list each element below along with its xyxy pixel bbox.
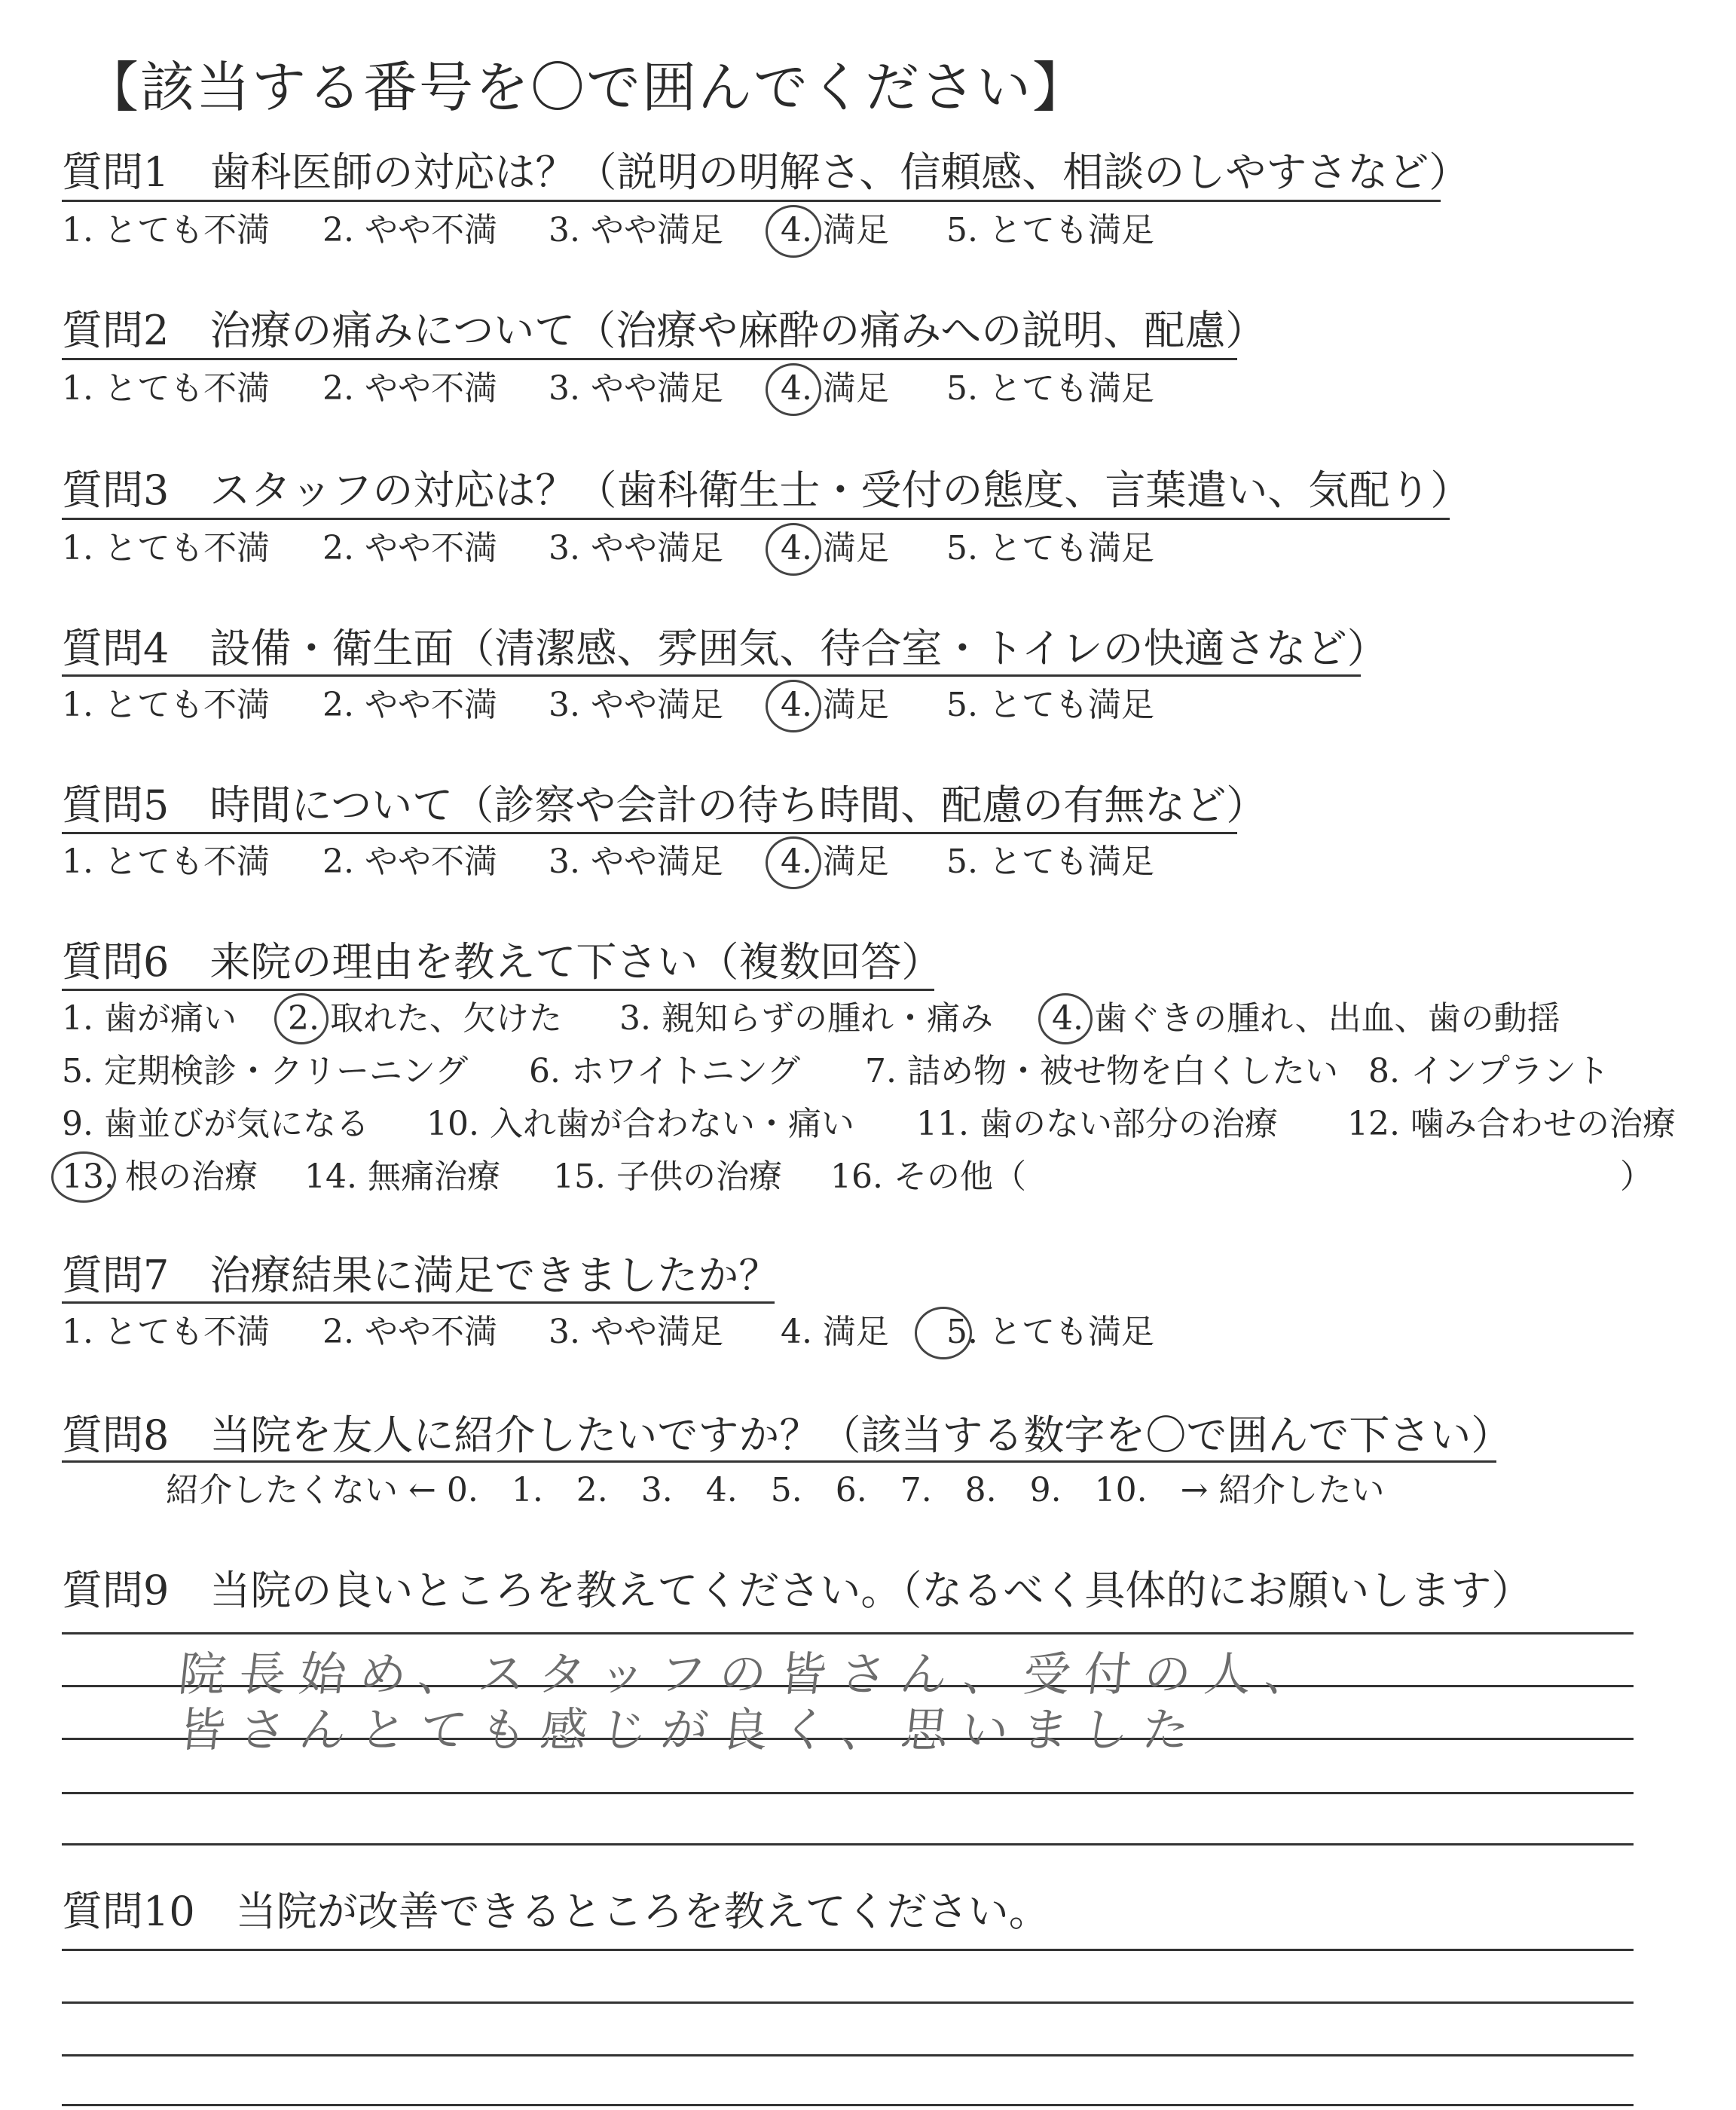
q4-option-4[interactable]: 4. 満足 — [781, 686, 889, 724]
q6-option-3[interactable]: 3. 親知らずの腫れ・痛み — [619, 999, 993, 1038]
question-7-underline — [62, 1301, 775, 1304]
q1-option-1[interactable]: 1. とても不満 — [62, 211, 270, 249]
q1-selection-circle — [766, 205, 821, 258]
q10-answer-line-2 — [62, 2001, 1634, 2004]
q3-selection-circle — [766, 523, 821, 576]
question-5-underline — [62, 832, 1237, 834]
q7-option-3[interactable]: 3. やや満足 — [549, 1313, 723, 1351]
question-8-underline — [62, 1460, 1496, 1463]
q5-option-4[interactable]: 4. 満足 — [781, 842, 889, 881]
q2-option-5[interactable]: 5. とても満足 — [946, 369, 1154, 408]
question-1-underline — [62, 200, 1441, 202]
q5-option-2[interactable]: 2. やや不満 — [322, 842, 497, 881]
q5-option-5[interactable]: 5. とても満足 — [946, 842, 1154, 881]
q5-option-1[interactable]: 1. とても不満 — [62, 842, 270, 881]
q6-other-close-paren: ） — [1620, 1157, 1653, 1196]
q2-option-4[interactable]: 4. 満足 — [781, 369, 889, 408]
question-3-title: 質問3 スタッフの対応は？（歯科衛生士・受付の態度、言葉遣い、気配り） — [62, 466, 1472, 514]
question-10-title: 質問10 当院が改善できるところを教えてください。 — [62, 1888, 1050, 1935]
question-4-title: 質問4 設備・衛生面（清潔感、雰囲気、待合室・トイレの快適さなど） — [62, 625, 1388, 672]
q4-option-1[interactable]: 1. とても不満 — [62, 686, 270, 724]
q6-option-7[interactable]: 7. 詰め物・被せ物を白くしたい — [865, 1052, 1338, 1090]
q4-option-2[interactable]: 2. やや不満 — [322, 686, 497, 724]
q7-option-4[interactable]: 4. 満足 — [781, 1313, 889, 1351]
q6-option-11[interactable]: 11. 歯のない部分の治療 — [916, 1105, 1278, 1143]
q6-option-9[interactable]: 9. 歯並びが気になる — [62, 1105, 369, 1143]
q9-handwritten-answer-2: 皆さんとても感じが良く、思いました — [176, 1702, 1206, 1757]
q4-selection-circle — [766, 680, 821, 732]
q6-option-6[interactable]: 6. ホワイトニング — [529, 1052, 801, 1090]
q1-option-4[interactable]: 4. 満足 — [781, 211, 889, 249]
question-9-title: 質問9 当院の良いところを教えてください。（なるべく具体的にお願いします） — [62, 1567, 1533, 1614]
q6-option-14[interactable]: 14. 無痛治療 — [304, 1157, 500, 1196]
q1-option-5[interactable]: 5. とても満足 — [946, 211, 1154, 249]
q9-handwritten-answer-1: 院長始め、スタッフの皆さん、受付の人、 — [176, 1647, 1328, 1702]
question-2-title: 質問2 治療の痛みについて（治療や麻酔の痛みへの説明、配慮） — [62, 307, 1267, 354]
q1-option-3[interactable]: 3. やや満足 — [549, 211, 723, 249]
q6-option-16[interactable]: 16. その他（ — [830, 1157, 1026, 1196]
q10-answer-line-3 — [62, 2054, 1634, 2056]
question-5-title: 質問5 時間について（診察や会計の待ち時間、配慮の有無など） — [62, 781, 1267, 829]
q9-answer-line-5 — [62, 1843, 1634, 1845]
q6-option-1[interactable]: 1. 歯が痛い — [62, 999, 237, 1038]
q3-option-3[interactable]: 3. やや満足 — [549, 529, 723, 567]
q10-answer-line-1 — [62, 1949, 1634, 1951]
q2-option-2[interactable]: 2. やや不満 — [322, 369, 497, 408]
q5-selection-circle — [766, 836, 821, 889]
q3-option-2[interactable]: 2. やや不満 — [322, 529, 497, 567]
q10-answer-line-4 — [62, 2104, 1634, 2106]
q9-answer-line-4 — [62, 1792, 1634, 1794]
q6-option-13[interactable]: 13. 根の治療 — [62, 1157, 258, 1196]
question-6-title: 質問6 来院の理由を教えて下さい（複数回答） — [62, 938, 943, 986]
question-8-title: 質問8 当院を友人に紹介したいですか？（該当する数字を〇で囲んで下さい） — [62, 1411, 1512, 1459]
q6-option-4[interactable]: 4. 歯ぐきの腫れ、出血、歯の動揺 — [1052, 999, 1560, 1038]
q7-option-5[interactable]: 5. とても満足 — [946, 1313, 1154, 1351]
q6-selection-circle-4 — [1038, 993, 1093, 1044]
q3-option-1[interactable]: 1. とても不満 — [62, 529, 270, 567]
q6-option-5[interactable]: 5. 定期検診・クリーニング — [62, 1052, 469, 1090]
q6-option-15[interactable]: 15. 子供の治療 — [553, 1157, 782, 1196]
q2-selection-circle — [766, 363, 821, 416]
q6-option-12[interactable]: 12. 噛み合わせの治療 — [1347, 1105, 1676, 1143]
q4-option-3[interactable]: 3. やや満足 — [549, 686, 723, 724]
q1-option-2[interactable]: 2. やや不満 — [322, 211, 497, 249]
q6-option-8[interactable]: 8. インプラント — [1368, 1052, 1609, 1090]
question-1-title: 質問1 歯科医師の対応は？（説明の明解さ、信頼感、相談のしやすさなど） — [62, 148, 1470, 196]
question-8-scale: 紹介したくない ← 0. 1. 2. 3. 4. 5. 6. 7. 8. 9. 10. → 紹介したい — [166, 1471, 1385, 1509]
q5-option-3[interactable]: 3. やや満足 — [549, 842, 723, 881]
q2-option-1[interactable]: 1. とても不満 — [62, 369, 270, 408]
q6-selection-circle-2 — [274, 993, 329, 1044]
q3-option-4[interactable]: 4. 満足 — [781, 529, 889, 567]
q6-selection-circle-13 — [51, 1151, 116, 1203]
question-6-underline — [62, 989, 934, 991]
q7-selection-circle — [915, 1307, 972, 1359]
q2-option-3[interactable]: 3. やや満足 — [549, 369, 723, 408]
question-2-underline — [62, 358, 1237, 360]
q9-answer-line-1 — [62, 1632, 1634, 1634]
q6-option-10[interactable]: 10. 入れ歯が合わない・痛い — [426, 1105, 854, 1143]
question-4-underline — [62, 674, 1361, 677]
q3-option-5[interactable]: 5. とても満足 — [946, 529, 1154, 567]
question-7-title: 質問7 治療結果に満足できましたか？ — [62, 1252, 780, 1299]
q4-option-5[interactable]: 5. とても満足 — [946, 686, 1154, 724]
q7-option-1[interactable]: 1. とても不満 — [62, 1313, 270, 1351]
q6-option-2[interactable]: 2. 取れた、欠けた — [288, 999, 562, 1038]
page-title: 【該当する番号を〇で囲んでください】 — [84, 56, 1089, 119]
question-3-underline — [62, 518, 1450, 520]
q7-option-2[interactable]: 2. やや不満 — [322, 1313, 497, 1351]
